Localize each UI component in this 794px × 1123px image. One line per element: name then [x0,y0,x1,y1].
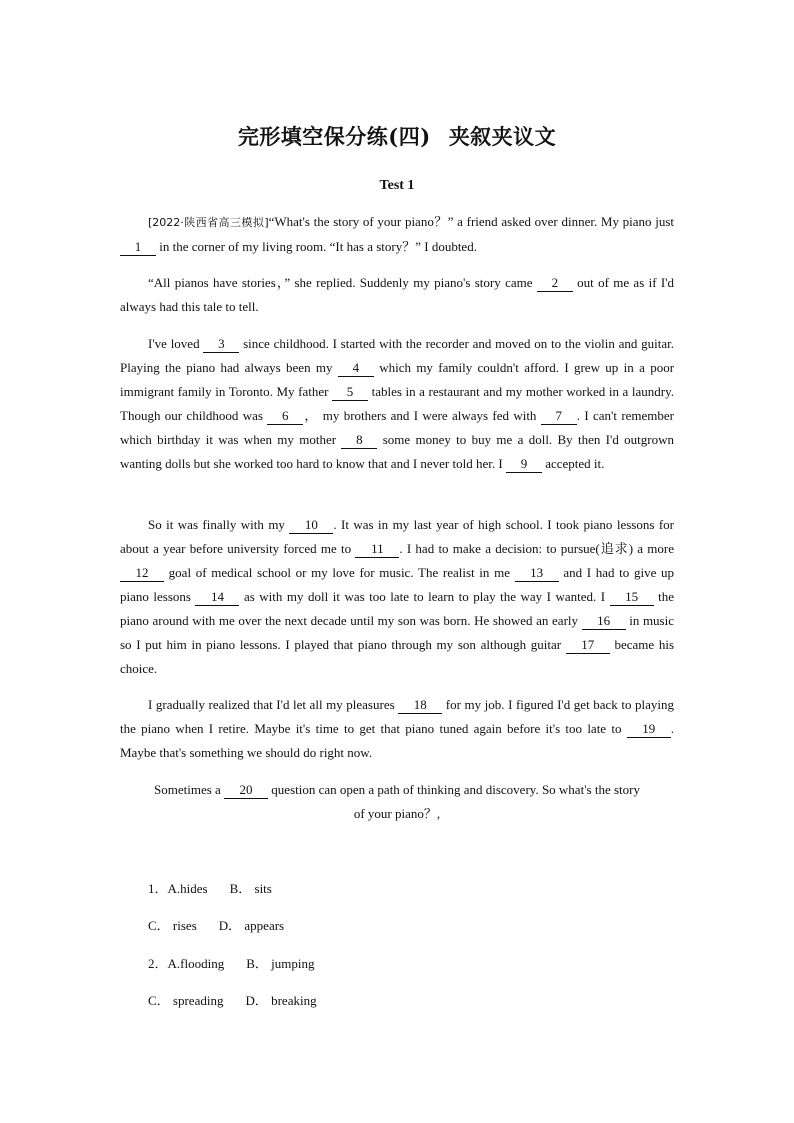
blank-11[interactable]: 11 [355,541,399,558]
blank-2[interactable]: 2 [537,275,573,292]
blank-20[interactable]: 20 [224,782,268,799]
paragraph-2: “All pianos have stories，” she replied. Suddenly my piano's story came 2 out of me as if I'd always had this tale to tell. [120,275,675,314]
paragraph-4: So it was finally with my 10 . It was in my last year of high school. I took piano lessons for about a year before university forced me to 11 . I had to make a decision: to pursue(追求) a more 12 goal of medical school or my love for music. The realist in me 13 and I had to give up piano lessons 14 as with my doll it was too late to learn to play the way I wanted. I 15 the piano around with me over the next decade until my son was born. He showed an early 16 in music so I put him in piano lessons. I played that piano through my son although guitar 17 became his choice. [120,517,675,676]
blank-5[interactable]: 5 [332,384,368,401]
paragraph-5: I gradually realized that I'd let all my pleasures 18 for my job. I figured I'd get back to playing the piano when I retire. Maybe it's time to get that piano tuned again before it's too late to 19 . Maybe that's something we should do right now. [120,697,675,760]
blank-4[interactable]: 4 [338,360,374,377]
paragraph-1: [2022·陕西省高三模拟]“What's the story of your piano？” a friend asked over dinner. My piano just 1 in the corner of my living room. “It has a story？” I doubted. [120,210,674,259]
blank-19[interactable]: 19 [627,721,671,738]
blank-3[interactable]: 3 [203,336,239,353]
option-row [148,954,314,974]
blank-7[interactable]: 7 [541,408,577,425]
blank-1[interactable]: 1 [120,239,156,256]
blank-15[interactable]: 15 [610,589,654,606]
option-c[interactable]: C． rises [148,918,197,933]
blank-16[interactable]: 16 [582,613,626,630]
blank-13[interactable]: 13 [515,565,559,582]
blank-9[interactable]: 9 [506,456,542,473]
blank-18[interactable]: 18 [398,697,442,714]
blank-12[interactable]: 12 [120,565,164,582]
page-title [0,121,794,151]
title-main: 完形填空保分练(四) [237,124,431,149]
title-genre: 夹叙夹议文 [448,124,557,149]
paragraph-3: I've loved 3 since childhood. I started with the recorder and moved on to the violin and guitar. Playing the piano had always been my 4 which my family couldn't afford. I grew up in a poor immigrant family in Toronto. My father 5 tables in a restaurant and my mother worked in a laundry. Though our childhood was 6 ， my brothers and I were always fed with 7 . I can't remember which birthday it was when my mother 8 some money to buy me a doll. By then I'd outgrown wanting dolls but she worked too hard to know that and I never told her. I 9 accepted it. [120,336,675,471]
blank-6[interactable]: 6 [267,408,303,425]
blank-14[interactable]: 14 [195,589,239,606]
option-row [148,916,284,936]
blank-10[interactable]: 10 [289,517,333,534]
blank-8[interactable]: 8 [341,432,377,449]
option-a[interactable]: 1．A.hides [148,881,208,896]
test-heading: Test 1 [379,178,415,193]
option-c[interactable]: C． spreading [148,993,224,1008]
option-row [148,991,317,1011]
option-row [148,879,272,899]
paragraph-6: Sometimes a 20 question can open a path of thinking and discovery. So what's the story of your piano？, [154,782,640,821]
option-d[interactable]: D． breaking [245,993,317,1008]
option-d[interactable]: D． appears [218,918,285,933]
blank-17[interactable]: 17 [566,637,610,654]
option-b[interactable]: B． jumping [246,956,315,971]
option-a[interactable]: 2．A.flooding [148,956,225,971]
option-b[interactable]: B． sits [229,881,272,896]
source-tag: [2022·陕西省高三模拟] [148,216,269,229]
